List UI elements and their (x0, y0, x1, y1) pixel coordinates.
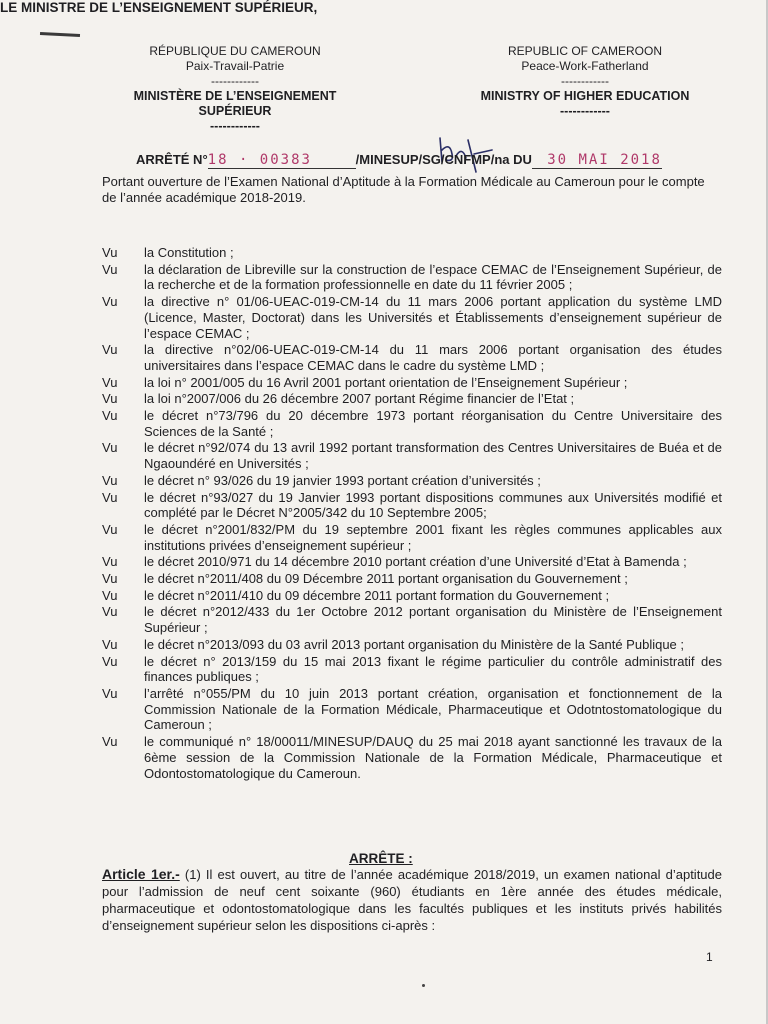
vu-text: le décret n°2011/408 du 09 Décembre 2011 portant organisation du Gouvernement ; (144, 571, 628, 587)
decree-label: ARRÊTÉ N° (136, 152, 208, 167)
vu-item (102, 734, 722, 781)
vu-label: Vu (102, 408, 118, 424)
vu-item (102, 294, 722, 341)
vu-text: le décret n°2011/410 du 09 décembre 2011 portant formation du Gouvernement ; (144, 587, 610, 603)
header-right-country: REPUBLIC OF CAMEROON (507, 44, 663, 58)
vu-item (102, 522, 722, 553)
decree-number-field (208, 152, 356, 169)
vu-text: l’arrêté n°055/PM du 10 juin 2013 portant création, organisation et fonctionnement de la Commission Nationale de la Formation Médicale, Pharmaceutique et Odotntostomatologique du Cameroun ; (144, 685, 722, 733)
scan-mark (40, 32, 80, 37)
article-1-body: (1) Il est ouvert, au titre de l’année académique 2018/2019, un examen national d’aptitude pour l’admission de neuf cent soixante (960) étudiants en 1ère année des études médicale, pharmaceutique et odontostomatologique dans les facultés publiques et les instituts privés habilités d’enseignement supérieur selon les dispositions ci-après : (102, 867, 722, 933)
vu-item (102, 342, 722, 373)
vu-item (102, 686, 722, 733)
header-right-separator: ------------ (561, 74, 609, 88)
scan-speck (422, 984, 425, 987)
vu-text: le décret n°2013/093 du 03 avril 2013 portant organisation du Ministère de la Santé Publique ; (144, 636, 685, 652)
vu-text: le décret n°73/796 du 20 décembre 1973 portant réorganisation du Centre Universitaire des Sciences de la Santé ; (144, 408, 722, 439)
header-left-country: RÉPUBLIQUE DU CAMEROUN (149, 44, 321, 58)
vu-text: la déclaration de Libreville sur la construction de l’espace CEMAC de l’Enseignement Supérieur, de la recherche et de la formation professionnelle en date du 11 février 2005 ; (144, 261, 722, 293)
header-left-motto: Paix-Travail-Patrie (185, 59, 285, 73)
vu-label: Vu (102, 261, 118, 277)
vu-text: le décret 2010/971 du 14 décembre 2010 portant création d’une Université d’Etat à Bamenda ; (144, 554, 687, 570)
vu-text: le décret n°92/074 du 13 avril 1992 portant transformation des Centres Universitaires de Buéa et de Ngaoundéré en Universités ; (144, 440, 722, 472)
vu-label: Vu (102, 636, 118, 652)
vu-label: Vu (102, 587, 118, 603)
article-1 (102, 866, 722, 934)
header-left-separator-2: ------------ (210, 119, 260, 133)
vu-label: Vu (102, 571, 118, 587)
vu-text: le décret n° 2013/159 du 15 mai 2013 fixant le régime particulier du contrôle administratif des finances publiques ; (144, 653, 722, 685)
vu-item (102, 375, 722, 391)
vu-list (102, 245, 722, 782)
vu-label: Vu (102, 294, 118, 310)
vu-item (102, 490, 722, 521)
vu-item (102, 408, 722, 439)
header-right-ministry: MINISTRY OF HIGHER EDUCATION (480, 89, 690, 103)
header-right-block (470, 44, 700, 119)
vu-text: le communiqué n° 18/00011/MINESUP/DAUQ du 25 mai 2018 ayant sanctionné les travaux de la 6ème session de la Commission Nationale de la Formation Médicale, Pharmaceutique et Odontostomatologique du Cameroun. (144, 734, 722, 781)
vu-text: la loi n°2007/006 du 26 décembre 2007 portant Régime financier de l’Etat ; (144, 391, 575, 407)
decree-date-field (532, 152, 662, 169)
vu-text: la directive n°02/06-UEAC-019-CM-14 du 11 mars 2006 portant organisation des études universitaires dans l’espace CEMAC dans le cadre du système LMD ; (144, 342, 722, 373)
header-left-ministry: MINISTÈRE DE L’ENSEIGNEMENT SUPÉRIEUR (133, 89, 337, 118)
header-right-separator-2: ------------ (560, 104, 610, 118)
header-left-block (130, 44, 340, 134)
decree-number-stamp: 18 · 00383 (207, 152, 312, 168)
vu-text: le décret n°2001/832/PM du 19 septembre 2001 fixant les règles communes applicables aux institutions privées d’enseignement supérieur ; (144, 521, 722, 553)
vu-text: le décret n°2012/433 du 1er Octobre 2012 portant organisation du Ministère de l’Enseignement Supérieur ; (144, 604, 722, 636)
vu-label: Vu (102, 685, 118, 701)
vu-label: Vu (102, 489, 118, 505)
decree-subject: Portant ouverture de l’Examen National d’Aptitude à la Formation Médicale au Cameroun pour le compte de l’année académique 2018-2019. (102, 174, 705, 205)
vu-text: la Constitution ; (144, 245, 234, 260)
vu-item (102, 604, 722, 635)
decree-reference-line (136, 152, 662, 169)
vu-item (102, 391, 722, 407)
vu-item (102, 637, 722, 653)
vu-label: Vu (102, 245, 118, 260)
header-left-separator: ------------ (211, 74, 259, 88)
decree-reference: /MINESUP/SG/CNFMP/na DU (355, 152, 532, 167)
header-right-motto: Peace-Work-Fatherland (521, 59, 649, 73)
vu-item (102, 588, 722, 604)
page-number: 1 (706, 950, 713, 964)
vu-label: Vu (102, 472, 118, 488)
vu-item (102, 245, 722, 261)
vu-text: la directive n° 01/06-UEAC-019-CM-14 du 11 mars 2006 portant application du système LMD (Licence, Master, Doctorat) dans les Universités et Établissements d’enseignement supérieur de l’espace CEMAC ; (144, 294, 722, 341)
vu-text: le décret n° 93/026 du 19 janvier 1993 portant création d’universités ; (144, 472, 541, 488)
vu-label: Vu (102, 342, 118, 358)
vu-item (102, 554, 722, 570)
vu-label: Vu (102, 391, 118, 407)
vu-label: Vu (102, 604, 118, 620)
vu-label: Vu (102, 440, 118, 456)
vu-item (102, 262, 722, 293)
vu-label: Vu (102, 521, 118, 537)
vu-item (102, 473, 722, 489)
vu-label: Vu (102, 653, 118, 669)
arrete-heading: ARRÊTE : (349, 851, 413, 866)
vu-item (102, 571, 722, 587)
vu-label: Vu (102, 734, 118, 750)
vu-label: Vu (102, 554, 118, 570)
decree-date-stamp: 30 MAI 2018 (547, 152, 662, 168)
article-1-title: Article 1er.- (102, 866, 180, 882)
vu-item (102, 440, 722, 471)
vu-text: la loi n° 2001/005 du 16 Avril 2001 portant orientation de l’Enseignement Supérieur ; (144, 374, 628, 390)
vu-label: Vu (102, 374, 118, 390)
vu-text: le décret n°93/027 du 19 Janvier 1993 portant dispositions communes aux Universités modifié et complété par le Décret N°2005/342 du 10 Septembre 2005; (144, 489, 722, 521)
minister-title: LE MINISTRE DE L’ENSEIGNEMENT SUPÉRIEUR, (0, 0, 318, 15)
vu-item (102, 654, 722, 685)
